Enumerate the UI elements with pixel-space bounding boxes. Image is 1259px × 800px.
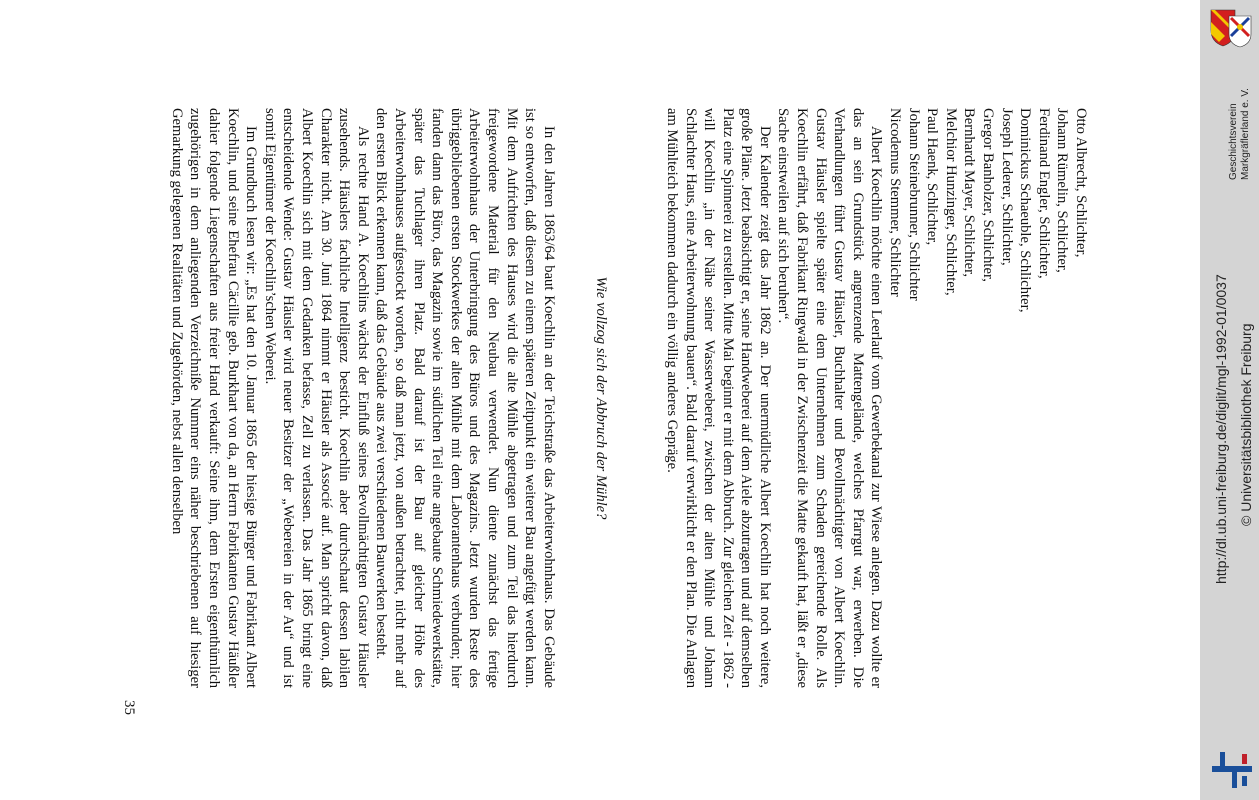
page-number: 35 bbox=[121, 700, 137, 715]
paragraph: Albert Koechlin möchte einen Leerlauf vom Gewerbekanal zur Wiese anlegen. Dazu wollte er das an sein Grundstück angrenzende Mattengelände, welches Pfarrgut war, erwerben. Die Verhandlungen führt Gustav Häusler, Buchhalter und Bevollmächtigter von Albert Koechlin. Gustav Häusler spielte später eine dem Unternehmen zum Schaden gereichende Rolle. Als Koechlin erfährt, daß Fabrikant Ringwald in der Zwischenzeit die Matte gekauft hat, läßt er „diese Sache einstweilen auf sich beruhen“. bbox=[775, 108, 885, 688]
document-url[interactable]: http://dl.ub.uni-freiburg.de/diglit/mgl-1992-01/0037 bbox=[1213, 274, 1229, 584]
page-body bbox=[167, 108, 1090, 688]
section-heading: Wie vollzog sich der Abbruch der Mühle? bbox=[593, 276, 610, 520]
paragraph: Der Kalender zeigt das Jahr 1862 an. Der unermüdliche Albert Koechlin hat noch weitere, große Pläne. Jetzt beabsichtigt er, seine Handweberei auf dem Aiele abzutragen und auf demselben Platz eine Spinnerei zu erstellen. Mitte Mai beginnt er mit dem Abbruch. Zur gleichen Zeit - 1862 - will Koechlin „in der Nähe seiner Wasserweberei, zwischen der alten Mühle und Johann Schlachter Haus, eine Arbeiterwohnung bauen“. Bald darauf verwirklicht er den Plan. Die Anlagen am Mühlteich bekommen dadurch ein völlig anderes Gepräge. bbox=[663, 108, 773, 688]
list-item: Otto Albrecht, Schlichter, bbox=[1073, 108, 1089, 258]
list-item: Paul Haenk, Schlichter, bbox=[924, 108, 941, 246]
list-item: Johann Rümelin, Schlichter, bbox=[1054, 108, 1071, 273]
list-item: Gregor Banholzer, Schlichter, bbox=[980, 108, 997, 282]
paragraph: In den Jahren 1863/64 baut Koechlin an der Teichstraße das Arbeiterwohnhaus. Das Gebäude ist so entworfen, daß diesem zu einem späteren Zeitpunkt ein weiterer Bau angefügt werden kann. Mit dem Aufrichten des Hauses wird die alte Mühle abgetragen und zum Teil das hierdurch freigewordene Material für den Neubau verwendet. Nun diente zunächst das fertige Arbeiterwohnhaus der Unterbringung des Büros und des Magazins. Jetzt wurden Reste des übriggebliebenen ersten Stockwerkes der alten Mühle mit dem Laborantenhaus verbunden; hier fanden dann das Büro, das Magazin sowie im südlichen Teil eine angebaute Schmiedewerkstätte, später das Tuchlager ihren Platz. Bald darauf ist der Bau auf gleicher Höhe des Arbeiterwohnhauses aufgestockt worden, so daß man jetzt, von außen betrachtet, nicht mehr auf den ersten Blick erkennen kann, daß das Gebäude aus zwei verschiedenen Bauwerken besteht. bbox=[373, 108, 557, 688]
paragraph: Als rechte Hand A. Koechlins wächst der Einfluß seines Bevollmächtigten Gustav Häusler zusehends. Häuslers fachliche Intelligenz besticht. Koechlin aber durchschaut dessen labilen Charakter nicht. Am 30. Juni 1864 nimmt er Häusler als Associé auf. Man spricht davon, daß Albert Koechlin sich mit dem Gedanken befasse, Zell zu verlassen. Das Jahr 1865 bringt eine entscheidende Wende: Gustav Häusler wird neuer Besitzer der „Webereien in der Au“ und ist somit Eigentümer der Koechlin’schen Weberei. bbox=[261, 108, 371, 688]
paragraph: Im Grundbuch lesen wir: „Es hat den 10. Januar 1865 der hiesige Bürger und Fabrikant Albert Koechlin, und seine Ehefrau Cäcillie geb. Burkhart von da, an Herrn Fabrikanten Gustav Häußler dahier folgende Liegenschaften aus freier Hand verkauft: Seine ihm, dem Ersten eigenthümlich zugehörigen in dem anliegenden Verzeichniße Nummer eins näher beschriebenen auf hiesiger Gemarkung gelegenen Realitäten und Zugehörden, nebst allen denselben bbox=[168, 108, 260, 688]
university-library-logo-icon bbox=[1210, 748, 1254, 792]
list-item: Ferdinand Engler, Schlichter, bbox=[1035, 108, 1052, 279]
worker-name-list bbox=[885, 108, 1090, 688]
list-item: Bernhardt Mayer, Schlichter, bbox=[961, 108, 978, 278]
list-item: Dominickus Schaeuble, Schlichter, bbox=[1017, 108, 1034, 313]
list-item: Joseph Lederer, Schlichter, bbox=[998, 108, 1015, 266]
society-label: Geschichtsverein Markgräflerland e. V. bbox=[1228, 88, 1251, 180]
copyright-notice: © Universitätsbibliothek Freiburg bbox=[1238, 323, 1254, 526]
list-item: Nicodemus Stemmer, Schlichter bbox=[887, 108, 904, 297]
list-item: Johann Steinebrunner, Schlichter bbox=[905, 108, 922, 301]
list-item: Melchior Hunzinger, Schlichter, bbox=[942, 108, 959, 296]
